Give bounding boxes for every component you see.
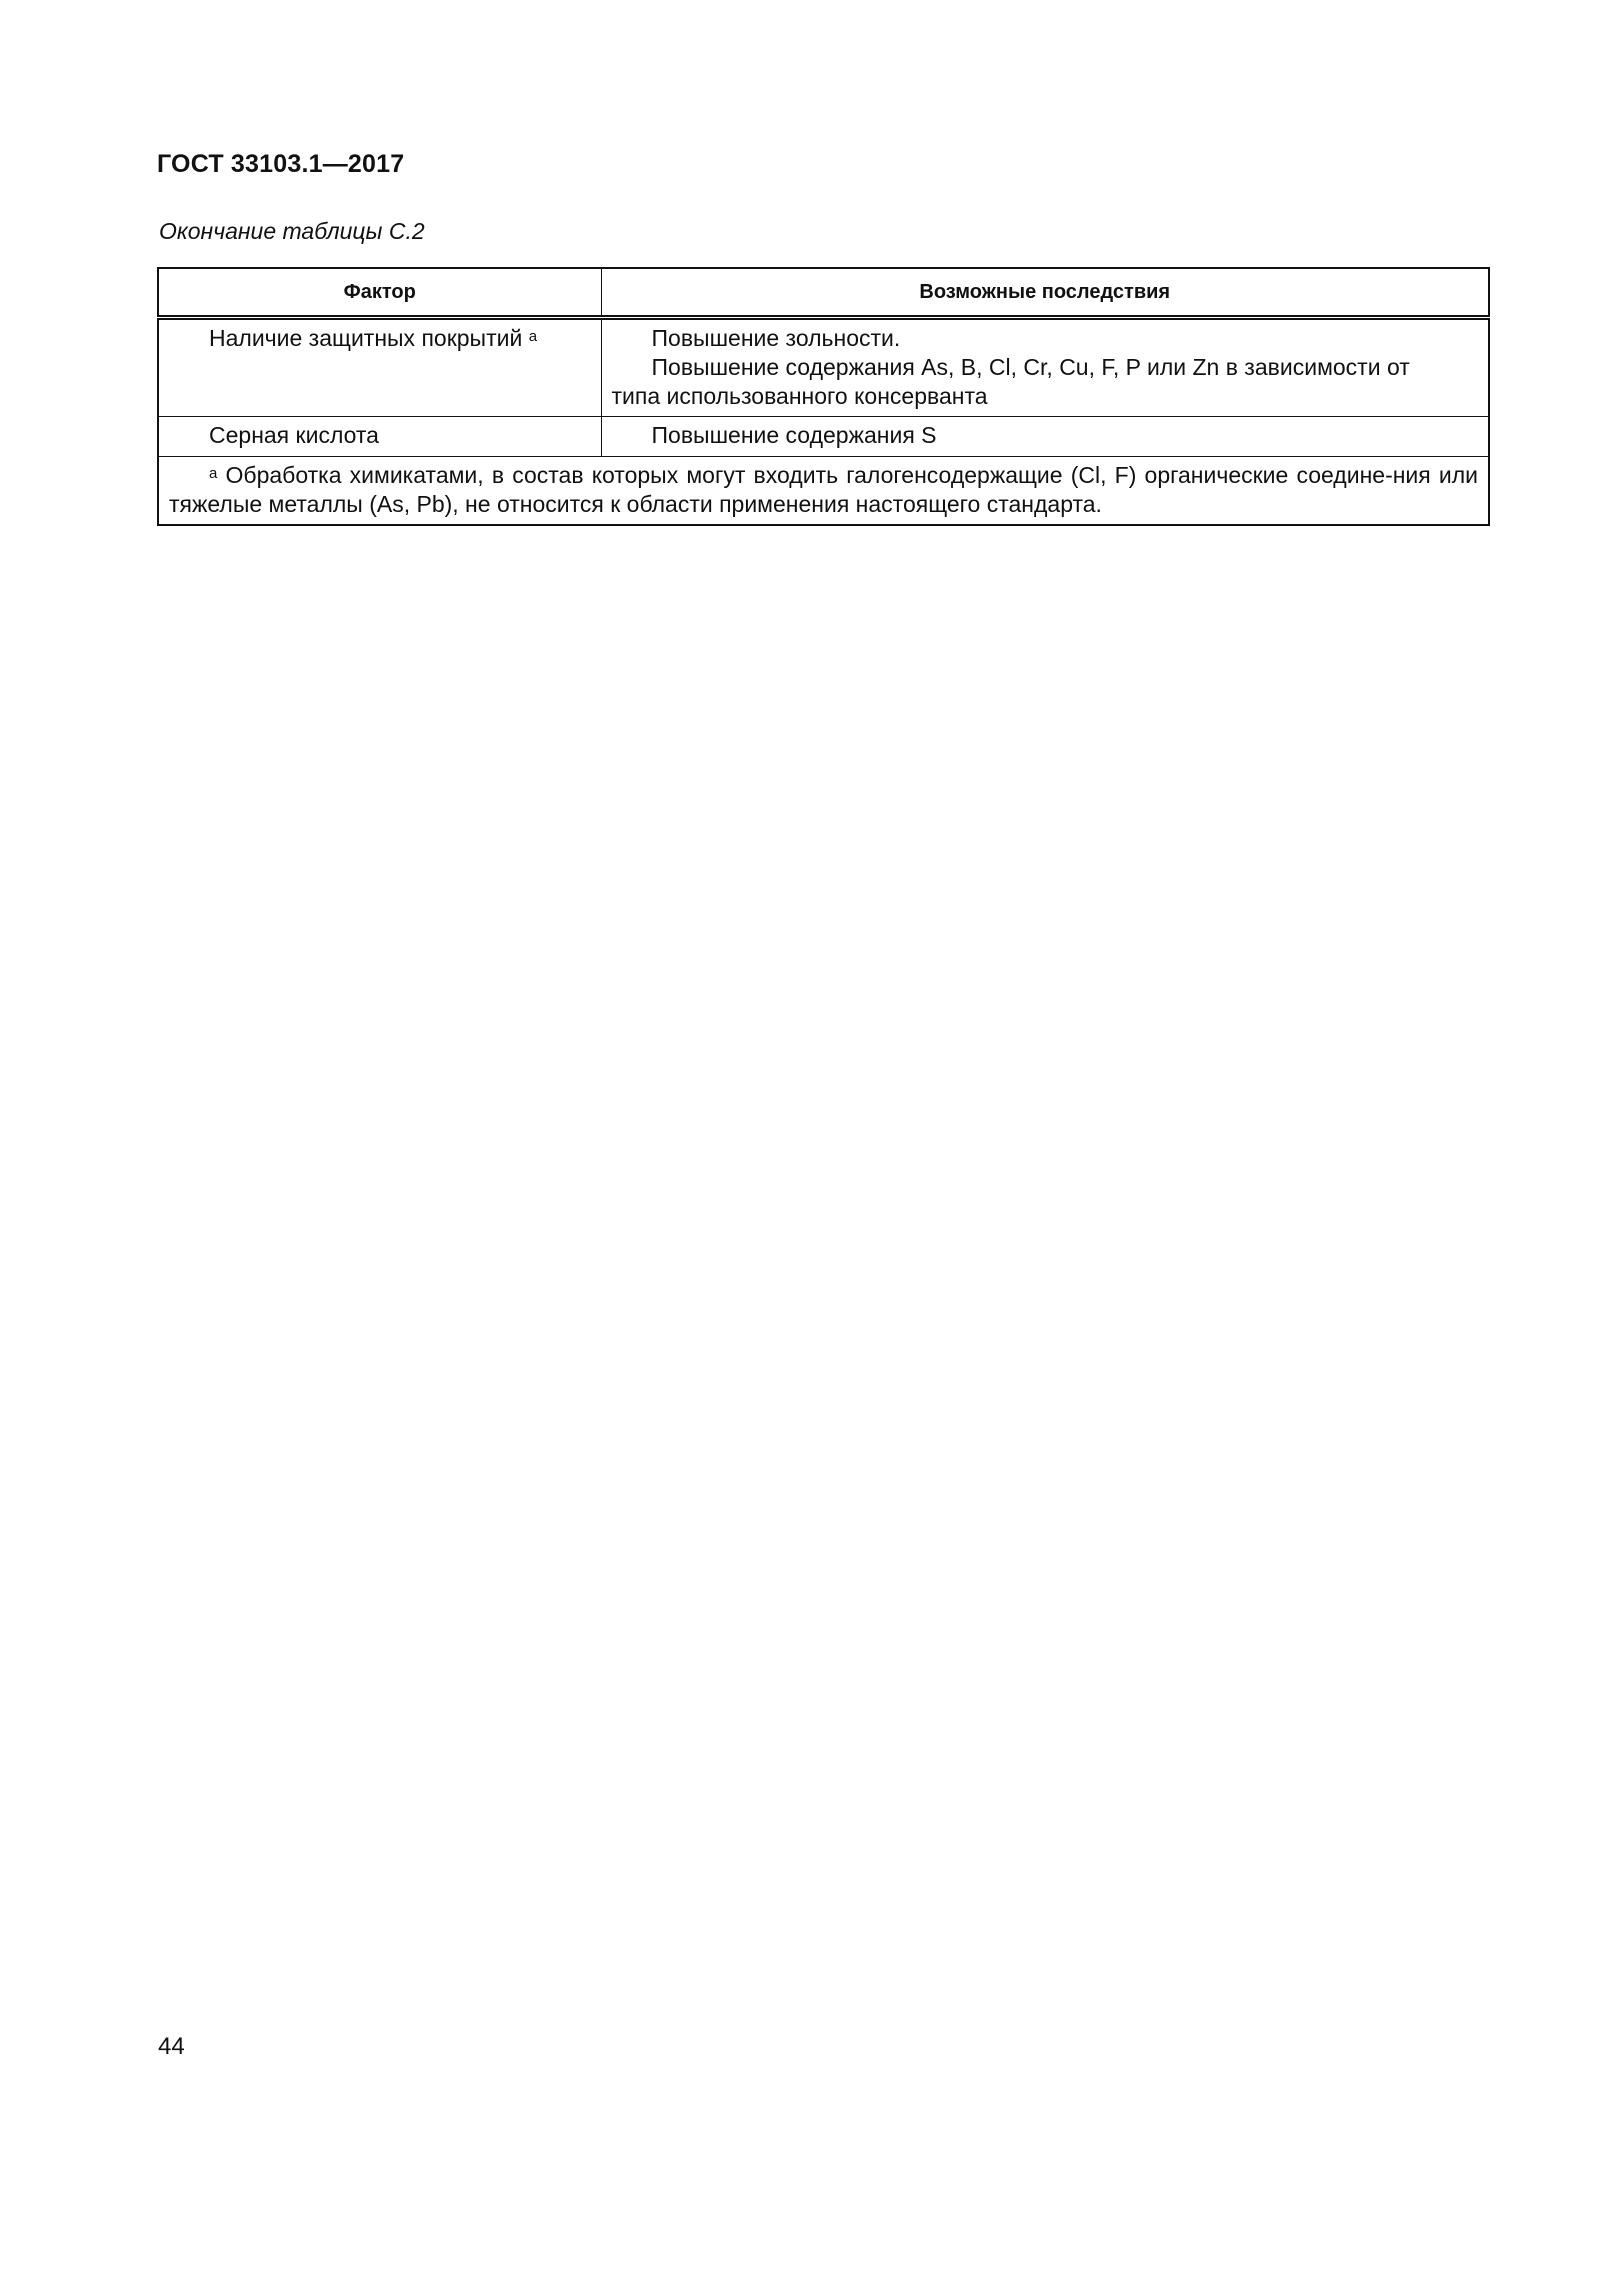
consequence-cell [601, 318, 1489, 417]
footnote-mark: a [209, 465, 218, 482]
consequence-cell [601, 417, 1489, 457]
consequence-line: типа использованного консерванта [611, 383, 988, 409]
footnote-text: Обработка химикатами, в состав которых могут входить галогенсодержащие (Cl, F) органические соедине-ния или тяжелые металлы (As, Pb), не относится к области применения настоящего стандарта. [169, 462, 1479, 517]
factor-label: Серная кислота [209, 422, 379, 448]
footnote-text-block [169, 461, 1478, 519]
footnote-cell [158, 457, 1489, 526]
table-footnote-row [158, 457, 1489, 526]
table-row [158, 318, 1489, 417]
factor-cell [158, 417, 601, 457]
column-header-consequences: Возможные последствия [601, 268, 1489, 318]
table-caption: Окончание таблицы С.2 [159, 218, 425, 244]
page-number: 44 [158, 2033, 185, 2060]
table-header-row [158, 268, 1489, 318]
factor-cell-text [169, 324, 591, 353]
table-row [158, 417, 1489, 457]
document-standard-id: ГОСТ 33103.1—2017 [157, 150, 405, 178]
footnote-mark: a [528, 328, 538, 345]
factor-label: Наличие защитных покрытий [209, 325, 523, 351]
consequence-line: Повышение содержания As, B, Cl, Cr, Cu, F, P или Zn в зависимости от [651, 354, 1410, 380]
consequence-line: Повышение содержания S [651, 422, 937, 448]
factor-cell [158, 318, 601, 417]
column-header-factor: Фактор [158, 268, 601, 318]
consequence-line: Повышение зольности. [651, 325, 901, 351]
factor-table [157, 267, 1490, 526]
